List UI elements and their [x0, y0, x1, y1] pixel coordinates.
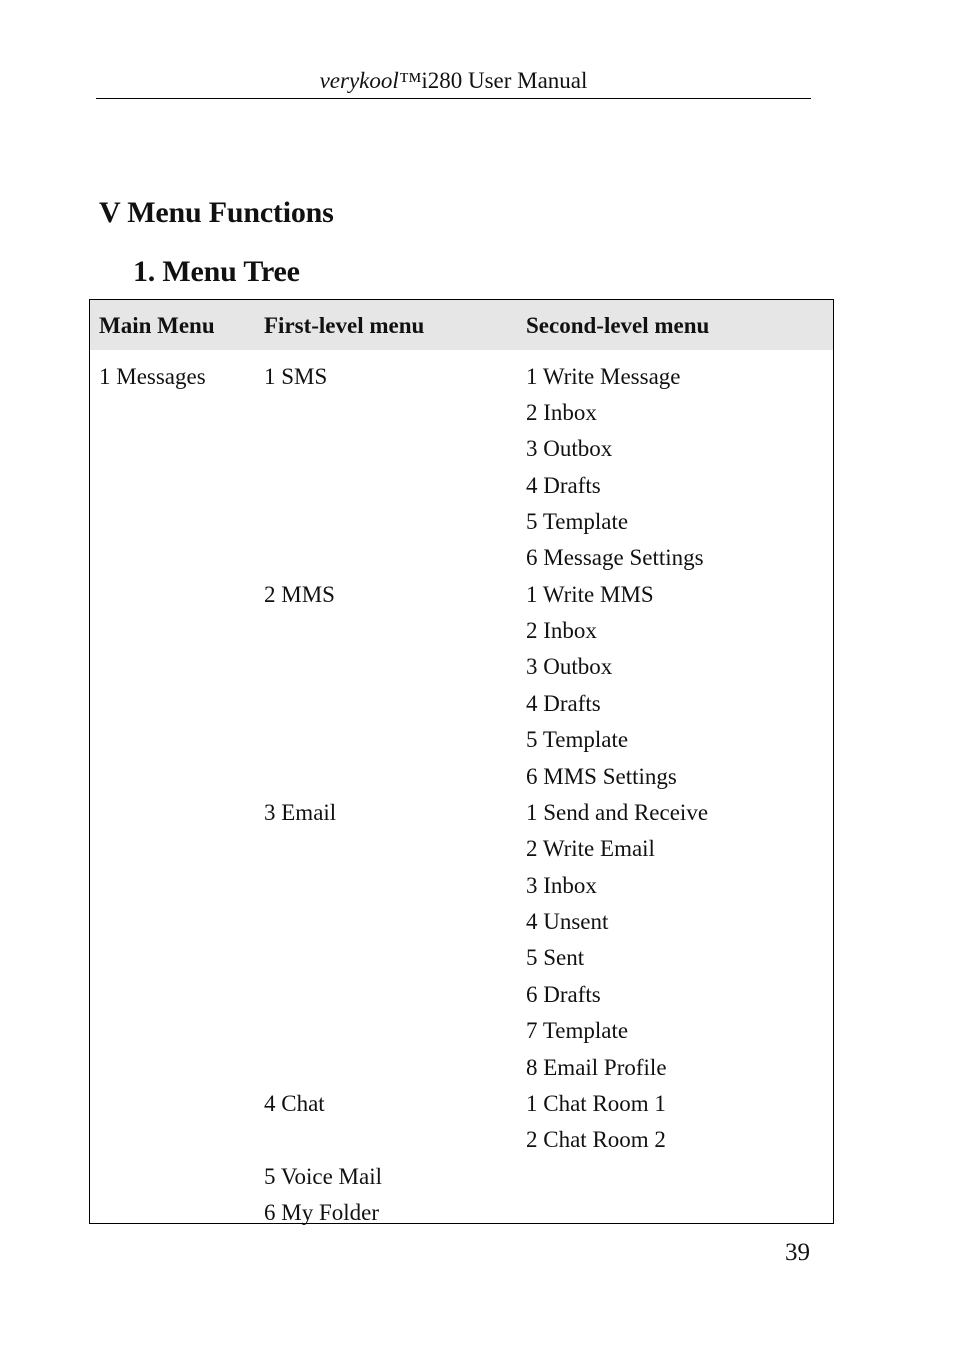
page-header [96, 66, 811, 96]
second-level-cell: 2 Chat Room 2 [526, 1127, 666, 1152]
second-level-cell: 4 Drafts [526, 691, 601, 716]
second-level-cell: 6 MMS Settings [526, 764, 677, 789]
first-level-cell: 3 Email [264, 800, 337, 825]
second-level-cell: 5 Sent [526, 945, 585, 970]
column-header-first-level: First-level menu [264, 313, 425, 338]
second-level-cell: 2 Write Email [526, 836, 655, 861]
first-level-cell: 6 My Folder [264, 1200, 379, 1225]
first-level-cell: 1 SMS [264, 364, 328, 389]
second-level-cell: 6 Drafts [526, 982, 601, 1007]
second-level-cell: 4 Drafts [526, 473, 601, 498]
column-header-second-level: Second-level menu [526, 313, 710, 338]
section-title: V Menu Functions [99, 196, 334, 229]
second-level-cell: 1 Write MMS [526, 582, 654, 607]
second-level-cell: 1 Chat Room 1 [526, 1091, 666, 1116]
second-level-cell: 3 Inbox [526, 873, 597, 898]
header-brand: verykool™ [319, 68, 422, 93]
subsection-title: 1. Menu Tree [133, 255, 300, 288]
main-menu-cell: 1 Messages [99, 364, 206, 389]
second-level-cell: 3 Outbox [526, 654, 613, 679]
table-header [90, 300, 833, 350]
second-level-cell: 8 Email Profile [526, 1055, 667, 1080]
first-level-cell: 2 MMS [264, 582, 335, 607]
header-rule [96, 98, 811, 99]
column-header-main-menu: Main Menu [99, 313, 215, 338]
page-number: 39 [785, 1239, 810, 1266]
first-level-cell: 4 Chat [264, 1091, 325, 1116]
second-level-cell: 5 Template [526, 509, 629, 534]
second-level-cell: 6 Message Settings [526, 545, 704, 570]
header-title: i280 User Manual [421, 68, 588, 93]
second-level-cell: 3 Outbox [526, 436, 613, 461]
second-level-cell: 1 Send and Receive [526, 800, 709, 825]
second-level-cell: 1 Write Message [526, 364, 681, 389]
menu-tree-table [89, 299, 834, 1224]
second-level-cell: 7 Template [526, 1018, 629, 1043]
second-level-cell: 4 Unsent [526, 909, 609, 934]
second-level-cell: 5 Template [526, 727, 629, 752]
first-level-cell: 5 Voice Mail [264, 1164, 382, 1189]
second-level-cell: 2 Inbox [526, 618, 597, 643]
second-level-cell: 2 Inbox [526, 400, 597, 425]
